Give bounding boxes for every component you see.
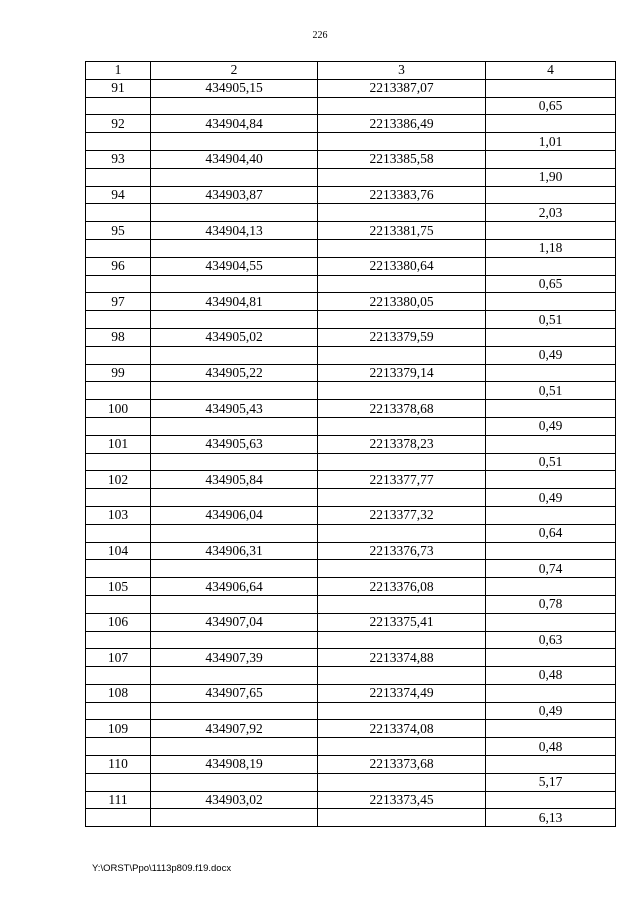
empty-cell bbox=[318, 702, 486, 720]
empty-cell bbox=[86, 773, 151, 791]
table-row bbox=[86, 542, 616, 560]
empty-cell bbox=[486, 364, 616, 382]
empty-cell bbox=[151, 311, 318, 329]
table-row bbox=[86, 791, 616, 809]
distance-cell: 0,51 bbox=[486, 453, 616, 471]
distance-cell: 1,18 bbox=[486, 239, 616, 257]
table-row bbox=[86, 738, 616, 756]
table-row bbox=[86, 809, 616, 827]
x-coordinate-cell: 434905,84 bbox=[151, 471, 318, 489]
point-number-cell: 106 bbox=[86, 613, 151, 631]
table-row bbox=[86, 222, 616, 240]
table-row bbox=[86, 702, 616, 720]
coordinates-table bbox=[85, 61, 616, 827]
empty-cell bbox=[86, 560, 151, 578]
distance-cell: 0,65 bbox=[486, 275, 616, 293]
point-number-cell: 103 bbox=[86, 506, 151, 524]
empty-cell bbox=[318, 738, 486, 756]
table-row bbox=[86, 667, 616, 685]
y-coordinate-cell: 2213374,88 bbox=[318, 649, 486, 667]
empty-cell bbox=[486, 400, 616, 418]
table-header-row bbox=[86, 62, 616, 80]
table-row bbox=[86, 756, 616, 774]
y-coordinate-cell: 2213380,05 bbox=[318, 293, 486, 311]
table-row bbox=[86, 613, 616, 631]
y-coordinate-cell: 2213377,32 bbox=[318, 506, 486, 524]
empty-cell bbox=[486, 293, 616, 311]
x-coordinate-cell: 434903,02 bbox=[151, 791, 318, 809]
table-row bbox=[86, 115, 616, 133]
empty-cell bbox=[86, 346, 151, 364]
table-row bbox=[86, 150, 616, 168]
empty-cell bbox=[486, 684, 616, 702]
y-coordinate-cell: 2213374,49 bbox=[318, 684, 486, 702]
empty-cell bbox=[86, 417, 151, 435]
empty-cell bbox=[318, 560, 486, 578]
table-row bbox=[86, 311, 616, 329]
distance-cell: 0,51 bbox=[486, 382, 616, 400]
empty-cell bbox=[151, 773, 318, 791]
point-number-cell: 98 bbox=[86, 328, 151, 346]
empty-cell bbox=[86, 809, 151, 827]
distance-cell: 0,49 bbox=[486, 417, 616, 435]
table-row bbox=[86, 293, 616, 311]
point-number-cell: 100 bbox=[86, 400, 151, 418]
distance-cell: 0,48 bbox=[486, 667, 616, 685]
empty-cell bbox=[318, 595, 486, 613]
y-coordinate-cell: 2213377,77 bbox=[318, 471, 486, 489]
y-coordinate-cell: 2213374,08 bbox=[318, 720, 486, 738]
empty-cell bbox=[86, 133, 151, 151]
empty-cell bbox=[486, 506, 616, 524]
distance-cell: 0,49 bbox=[486, 489, 616, 507]
page-number: 226 bbox=[312, 30, 328, 41]
distance-cell: 0,74 bbox=[486, 560, 616, 578]
table-row bbox=[86, 417, 616, 435]
y-coordinate-cell: 2213376,08 bbox=[318, 578, 486, 596]
point-number-cell: 92 bbox=[86, 115, 151, 133]
empty-cell bbox=[151, 738, 318, 756]
empty-cell bbox=[486, 542, 616, 560]
empty-cell bbox=[318, 809, 486, 827]
point-number-cell: 95 bbox=[86, 222, 151, 240]
empty-cell bbox=[86, 631, 151, 649]
point-number-cell: 108 bbox=[86, 684, 151, 702]
x-coordinate-cell: 434907,39 bbox=[151, 649, 318, 667]
table-row bbox=[86, 97, 616, 115]
x-coordinate-cell: 434905,22 bbox=[151, 364, 318, 382]
empty-cell bbox=[151, 168, 318, 186]
point-number-cell: 111 bbox=[86, 791, 151, 809]
file-path-footer: Y:\ORST\Ppo\1113p809.f19.docx bbox=[92, 863, 232, 874]
table-row bbox=[86, 595, 616, 613]
empty-cell bbox=[151, 667, 318, 685]
table-row bbox=[86, 435, 616, 453]
table-row bbox=[86, 239, 616, 257]
empty-cell bbox=[318, 382, 486, 400]
empty-cell bbox=[151, 489, 318, 507]
empty-cell bbox=[486, 79, 616, 97]
empty-cell bbox=[486, 257, 616, 275]
table-row bbox=[86, 560, 616, 578]
empty-cell bbox=[318, 168, 486, 186]
table-row bbox=[86, 773, 616, 791]
empty-cell bbox=[151, 560, 318, 578]
empty-cell bbox=[151, 702, 318, 720]
x-coordinate-cell: 434908,19 bbox=[151, 756, 318, 774]
table-row bbox=[86, 649, 616, 667]
empty-cell bbox=[486, 720, 616, 738]
table-row bbox=[86, 186, 616, 204]
x-coordinate-cell: 434906,04 bbox=[151, 506, 318, 524]
table-row bbox=[86, 275, 616, 293]
empty-cell bbox=[86, 275, 151, 293]
empty-cell bbox=[86, 453, 151, 471]
y-coordinate-cell: 2213386,49 bbox=[318, 115, 486, 133]
empty-cell bbox=[318, 453, 486, 471]
empty-cell bbox=[318, 489, 486, 507]
empty-cell bbox=[86, 595, 151, 613]
empty-cell bbox=[86, 702, 151, 720]
distance-cell: 5,17 bbox=[486, 773, 616, 791]
empty-cell bbox=[318, 631, 486, 649]
point-number-cell: 99 bbox=[86, 364, 151, 382]
y-coordinate-cell: 2213380,64 bbox=[318, 257, 486, 275]
table-row bbox=[86, 346, 616, 364]
empty-cell bbox=[486, 115, 616, 133]
table-row bbox=[86, 328, 616, 346]
table-row bbox=[86, 168, 616, 186]
point-number-cell: 110 bbox=[86, 756, 151, 774]
empty-cell bbox=[318, 773, 486, 791]
empty-cell bbox=[151, 133, 318, 151]
empty-cell bbox=[86, 311, 151, 329]
y-coordinate-cell: 2213383,76 bbox=[318, 186, 486, 204]
empty-cell bbox=[486, 756, 616, 774]
empty-cell bbox=[318, 524, 486, 542]
header-cell: 3 bbox=[318, 62, 486, 80]
empty-cell bbox=[86, 97, 151, 115]
empty-cell bbox=[318, 204, 486, 222]
table-row bbox=[86, 364, 616, 382]
x-coordinate-cell: 434904,81 bbox=[151, 293, 318, 311]
y-coordinate-cell: 2213387,07 bbox=[318, 79, 486, 97]
empty-cell bbox=[151, 204, 318, 222]
empty-cell bbox=[486, 613, 616, 631]
empty-cell bbox=[486, 791, 616, 809]
point-number-cell: 97 bbox=[86, 293, 151, 311]
empty-cell bbox=[318, 97, 486, 115]
y-coordinate-cell: 2213379,59 bbox=[318, 328, 486, 346]
empty-cell bbox=[486, 150, 616, 168]
x-coordinate-cell: 434907,65 bbox=[151, 684, 318, 702]
empty-cell bbox=[86, 489, 151, 507]
x-coordinate-cell: 434904,13 bbox=[151, 222, 318, 240]
empty-cell bbox=[86, 239, 151, 257]
x-coordinate-cell: 434905,63 bbox=[151, 435, 318, 453]
table-body bbox=[86, 79, 616, 826]
empty-cell bbox=[318, 275, 486, 293]
table-row bbox=[86, 133, 616, 151]
empty-cell bbox=[318, 346, 486, 364]
x-coordinate-cell: 434904,55 bbox=[151, 257, 318, 275]
point-number-cell: 96 bbox=[86, 257, 151, 275]
empty-cell bbox=[151, 631, 318, 649]
x-coordinate-cell: 434905,02 bbox=[151, 328, 318, 346]
distance-cell: 0,49 bbox=[486, 702, 616, 720]
x-coordinate-cell: 434905,15 bbox=[151, 79, 318, 97]
y-coordinate-cell: 2213378,68 bbox=[318, 400, 486, 418]
x-coordinate-cell: 434904,84 bbox=[151, 115, 318, 133]
point-number-cell: 105 bbox=[86, 578, 151, 596]
point-number-cell: 102 bbox=[86, 471, 151, 489]
table-row bbox=[86, 684, 616, 702]
table-row bbox=[86, 453, 616, 471]
table-row bbox=[86, 471, 616, 489]
empty-cell bbox=[86, 524, 151, 542]
empty-cell bbox=[151, 382, 318, 400]
table-row bbox=[86, 382, 616, 400]
x-coordinate-cell: 434903,87 bbox=[151, 186, 318, 204]
empty-cell bbox=[486, 471, 616, 489]
x-coordinate-cell: 434905,43 bbox=[151, 400, 318, 418]
distance-cell: 6,13 bbox=[486, 809, 616, 827]
distance-cell: 0,78 bbox=[486, 595, 616, 613]
header-cell: 4 bbox=[486, 62, 616, 80]
empty-cell bbox=[486, 186, 616, 204]
table-row bbox=[86, 489, 616, 507]
empty-cell bbox=[86, 738, 151, 756]
distance-cell: 1,90 bbox=[486, 168, 616, 186]
empty-cell bbox=[486, 649, 616, 667]
y-coordinate-cell: 2213373,45 bbox=[318, 791, 486, 809]
empty-cell bbox=[151, 417, 318, 435]
table-row bbox=[86, 720, 616, 738]
distance-cell: 0,51 bbox=[486, 311, 616, 329]
empty-cell bbox=[318, 133, 486, 151]
point-number-cell: 104 bbox=[86, 542, 151, 560]
empty-cell bbox=[318, 311, 486, 329]
x-coordinate-cell: 434906,64 bbox=[151, 578, 318, 596]
header-cell: 1 bbox=[86, 62, 151, 80]
table-row bbox=[86, 506, 616, 524]
empty-cell bbox=[151, 346, 318, 364]
distance-cell: 0,48 bbox=[486, 738, 616, 756]
x-coordinate-cell: 434907,04 bbox=[151, 613, 318, 631]
x-coordinate-cell: 434906,31 bbox=[151, 542, 318, 560]
distance-cell: 0,64 bbox=[486, 524, 616, 542]
y-coordinate-cell: 2213381,75 bbox=[318, 222, 486, 240]
empty-cell bbox=[86, 667, 151, 685]
distance-cell: 0,49 bbox=[486, 346, 616, 364]
y-coordinate-cell: 2213378,23 bbox=[318, 435, 486, 453]
point-number-cell: 93 bbox=[86, 150, 151, 168]
empty-cell bbox=[151, 524, 318, 542]
table-row bbox=[86, 400, 616, 418]
empty-cell bbox=[318, 667, 486, 685]
point-number-cell: 101 bbox=[86, 435, 151, 453]
empty-cell bbox=[151, 595, 318, 613]
y-coordinate-cell: 2213379,14 bbox=[318, 364, 486, 382]
empty-cell bbox=[486, 222, 616, 240]
empty-cell bbox=[151, 97, 318, 115]
empty-cell bbox=[486, 435, 616, 453]
y-coordinate-cell: 2213376,73 bbox=[318, 542, 486, 560]
empty-cell bbox=[151, 453, 318, 471]
empty-cell bbox=[318, 417, 486, 435]
empty-cell bbox=[486, 328, 616, 346]
empty-cell bbox=[86, 382, 151, 400]
y-coordinate-cell: 2213385,58 bbox=[318, 150, 486, 168]
point-number-cell: 109 bbox=[86, 720, 151, 738]
distance-cell: 0,65 bbox=[486, 97, 616, 115]
empty-cell bbox=[151, 275, 318, 293]
empty-cell bbox=[318, 239, 486, 257]
table-row bbox=[86, 578, 616, 596]
empty-cell bbox=[486, 578, 616, 596]
y-coordinate-cell: 2213373,68 bbox=[318, 756, 486, 774]
table-row bbox=[86, 204, 616, 222]
table-row bbox=[86, 79, 616, 97]
distance-cell: 2,03 bbox=[486, 204, 616, 222]
y-coordinate-cell: 2213375,41 bbox=[318, 613, 486, 631]
distance-cell: 1,01 bbox=[486, 133, 616, 151]
table-row bbox=[86, 257, 616, 275]
x-coordinate-cell: 434907,92 bbox=[151, 720, 318, 738]
distance-cell: 0,63 bbox=[486, 631, 616, 649]
empty-cell bbox=[86, 168, 151, 186]
empty-cell bbox=[86, 204, 151, 222]
table-row bbox=[86, 524, 616, 542]
table-row bbox=[86, 631, 616, 649]
header-cell: 2 bbox=[151, 62, 318, 80]
point-number-cell: 94 bbox=[86, 186, 151, 204]
point-number-cell: 91 bbox=[86, 79, 151, 97]
empty-cell bbox=[151, 809, 318, 827]
empty-cell bbox=[151, 239, 318, 257]
x-coordinate-cell: 434904,40 bbox=[151, 150, 318, 168]
point-number-cell: 107 bbox=[86, 649, 151, 667]
